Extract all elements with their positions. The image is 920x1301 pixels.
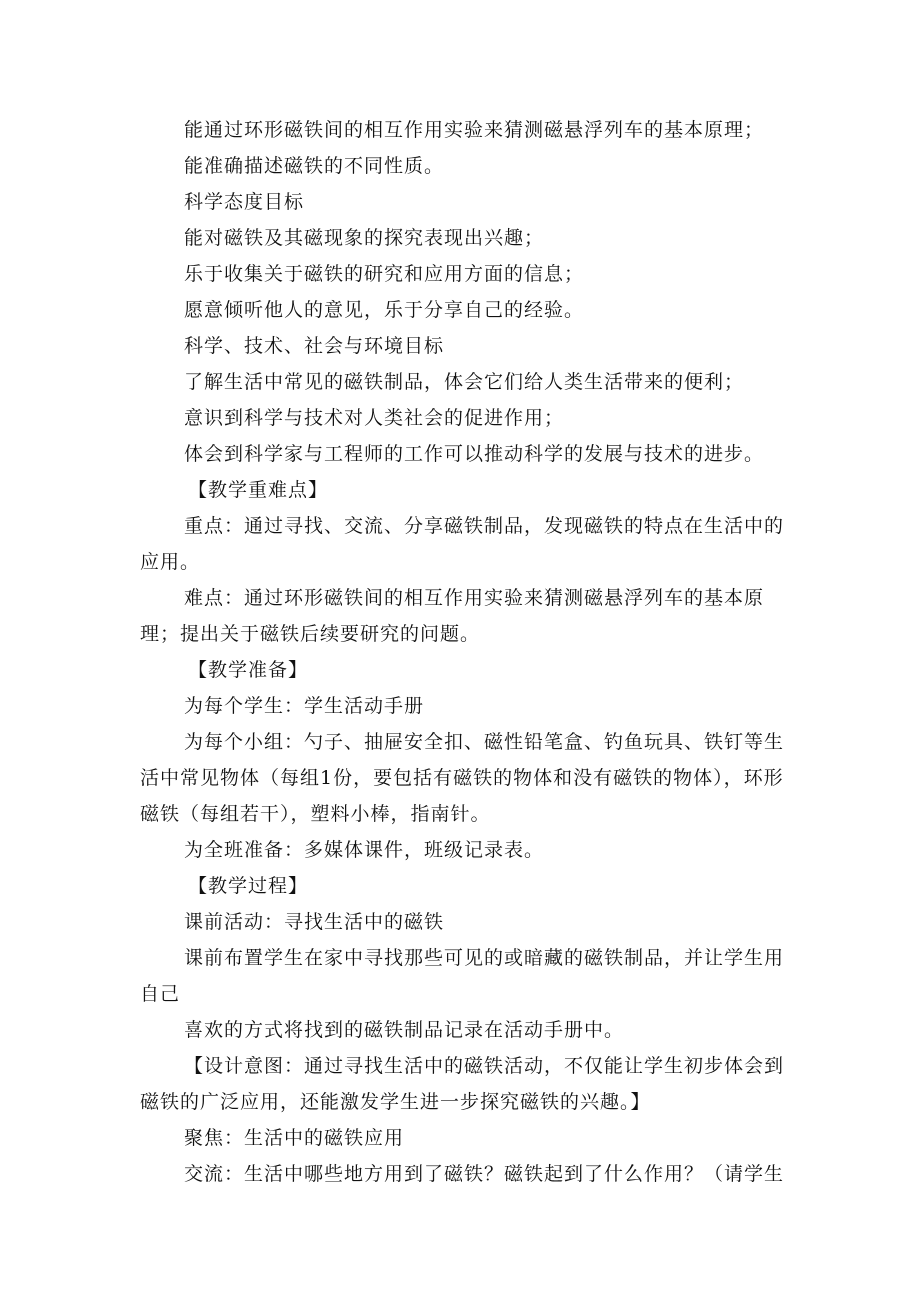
heading-key-points: 【教学重难点】: [188, 479, 329, 501]
difficulty-paragraph: 难点：通过环形磁铁间的相互作用实验来猜测磁悬浮列车的基本原理；提出关于磁铁后续要研究的问题。: [140, 587, 765, 645]
heading-preparation: 【教学准备】: [188, 659, 309, 681]
attitude-line-1: 能对磁铁及其磁现象的探究表现出兴趣；: [184, 227, 545, 249]
design-intent: 【设计意图：通过寻找生活中的磁铁活动，不仅能让学生初步体会到磁铁的广泛应用，还能激发学生进一步探究磁铁的兴趣。】: [140, 1055, 785, 1113]
pre-class-activity-desc-cont: 喜欢的方式将找到的磁铁制品记录在活动手册中。: [184, 1019, 625, 1041]
discussion-line: 交流：生活中哪些地方用到了磁铁？磁铁起到了什么作用？（请学生: [184, 1163, 785, 1185]
key-point-paragraph: 重点：通过寻找、交流、分享磁铁制品，发现磁铁的特点在生活中的应用。: [140, 515, 785, 573]
heading-process: 【教学过程】: [188, 875, 309, 897]
prep-student: 为每个学生：学生活动手册: [184, 695, 425, 717]
pre-class-activity-title: 课前活动：寻找生活中的磁铁: [184, 911, 445, 933]
section-heading-stse: 科学、技术、社会与环境目标: [184, 335, 445, 357]
prep-class: 为全班准备：多媒体课件，班级记录表。: [184, 839, 545, 861]
objective-line-1: 能通过环形磁铁间的相互作用实验来猜测磁悬浮列车的基本原理；: [184, 119, 765, 141]
objective-line-2: 能准确描述磁铁的不同性质。: [184, 155, 445, 177]
stse-line-3: 体会到科学家与工程师的工作可以推动科学的发展与技术的进步。: [184, 443, 765, 465]
prep-group: 为每个小组：勺子、抽屉安全扣、磁性铅笔盒、钓鱼玩具、铁钉等生活中常见物体（每组1份，要包括有磁铁的物体和没有磁铁的物体），环形磁铁（每组若干），塑料小棒，指南针。: [140, 731, 785, 825]
focus-title: 聚焦：生活中的磁铁应用: [184, 1127, 405, 1149]
stse-line-2: 意识到科学与技术对人类社会的促进作用；: [184, 407, 565, 429]
pre-class-activity-desc: 课前布置学生在家中寻找那些可见的或暗藏的磁铁制品，并让学生用自己: [140, 947, 785, 1005]
attitude-line-2: 乐于收集关于磁铁的研究和应用方面的信息；: [184, 263, 585, 285]
stse-line-1: 了解生活中常见的磁铁制品，体会它们给人类生活带来的便利；: [184, 371, 745, 393]
section-heading-attitude: 科学态度目标: [184, 191, 305, 213]
attitude-line-3: 愿意倾听他人的意见，乐于分享自己的经验。: [184, 299, 585, 321]
